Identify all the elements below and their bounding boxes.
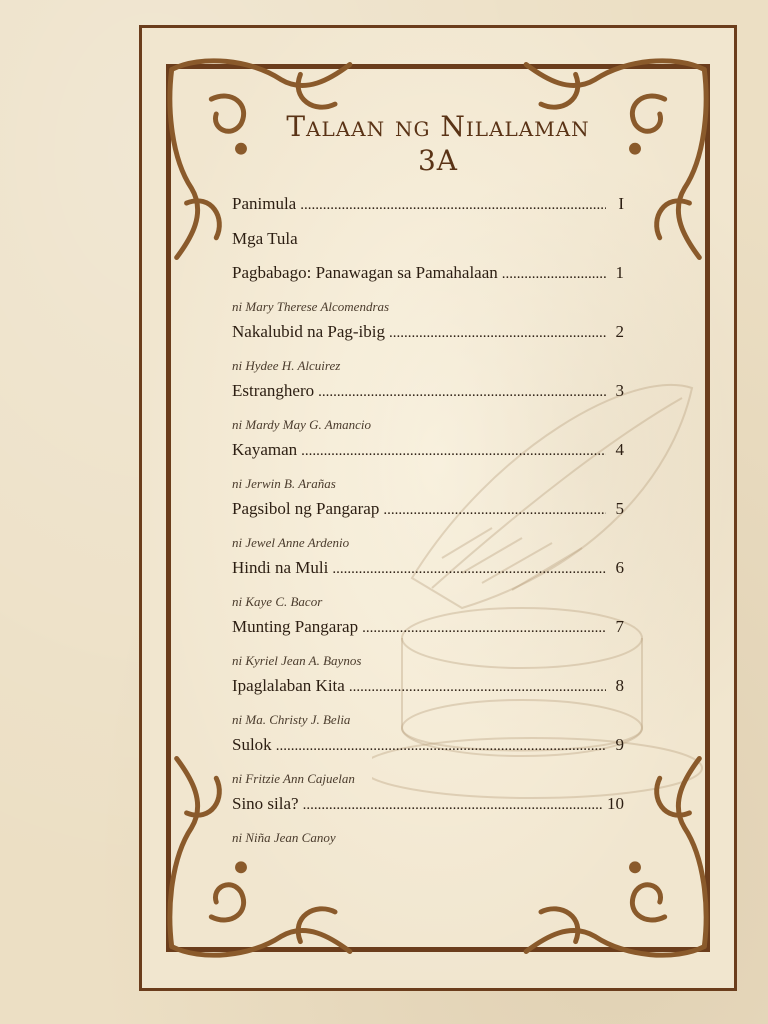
toc-entry-author: ni Mary Therese Alcomendras [232, 299, 390, 314]
toc-entry-title: Panimula [232, 194, 297, 213]
toc-page-number: 10 [607, 794, 624, 813]
toc-page-number: 3 [615, 381, 624, 400]
toc-entry [232, 322, 624, 376]
toc-entry [232, 440, 624, 494]
toc-preface [232, 194, 624, 218]
toc-entry-author: ni Kyriel Jean A. Baynos [232, 653, 362, 668]
dot-leader [362, 620, 606, 637]
dot-leader [383, 502, 606, 519]
toc-entry-author: ni Jewel Anne Ardenio [232, 535, 350, 550]
dot-leader [300, 197, 606, 214]
toc-page-number: 4 [615, 440, 624, 459]
toc-entry [232, 735, 624, 789]
dot-leader [303, 797, 603, 814]
dot-leader [502, 266, 606, 283]
section-heading: Mga Tula [232, 229, 298, 248]
dot-leader [318, 384, 606, 401]
book-page [139, 25, 737, 991]
toc-entry-author: ni Mardy May G. Amancio [232, 417, 372, 432]
toc-page-number: 6 [615, 558, 624, 577]
toc-entry-author: ni Ma. Christy J. Belia [232, 712, 351, 727]
dot-leader [276, 738, 606, 755]
toc-entry-title: Nakalubid na Pag-ibig [232, 322, 385, 341]
toc-entry-title: Ipaglalaban Kita [232, 676, 345, 695]
title-line-2: 3A [417, 144, 459, 177]
toc-entry-title: Sulok [232, 735, 272, 754]
toc-entry [232, 499, 624, 553]
toc-entry-author: ni Niña Jean Canoy [232, 830, 336, 845]
table-of-contents [232, 194, 624, 848]
toc-entry-title: Pagsibol ng Pangarap [232, 499, 380, 518]
toc-entry [232, 558, 624, 612]
toc-entry [232, 676, 624, 730]
toc-entry-title: Hindi na Muli [232, 558, 329, 577]
toc-entry-author: ni Kaye C. Bacor [232, 594, 323, 609]
toc-entry-title: Pagbabago: Panawagan sa Pamahalaan [232, 263, 498, 282]
toc-page-number: 2 [615, 322, 624, 341]
dot-leader [349, 679, 606, 696]
page-title [142, 110, 734, 178]
toc-entry [232, 381, 624, 435]
dot-leader [301, 443, 606, 460]
toc-page-number: 1 [615, 263, 624, 282]
toc-entry [232, 794, 624, 848]
toc-entry [232, 617, 624, 671]
toc-entry-title: Kayaman [232, 440, 298, 459]
toc-entry-author: ni Hydee H. Alcuirez [232, 358, 341, 373]
title-line-1: Talaan ng Nilalaman [286, 110, 590, 143]
toc-entry-title: Munting Pangarap [232, 617, 359, 636]
toc-page-number: I [618, 194, 624, 213]
toc-entry-author: ni Fritzie Ann Cajuelan [232, 771, 355, 786]
toc-page-number: 9 [615, 735, 624, 754]
toc-page-number: 5 [615, 499, 624, 518]
toc-entry-title: Estranghero [232, 381, 315, 400]
dot-leader [332, 561, 606, 578]
toc-page-number: 7 [615, 617, 624, 636]
toc-page-number: 8 [615, 676, 624, 695]
toc-entry-author: ni Jerwin B. Arañas [232, 476, 336, 491]
dot-leader [389, 325, 606, 342]
toc-entry-title: Sino sila? [232, 794, 299, 813]
toc-entry [232, 263, 624, 317]
